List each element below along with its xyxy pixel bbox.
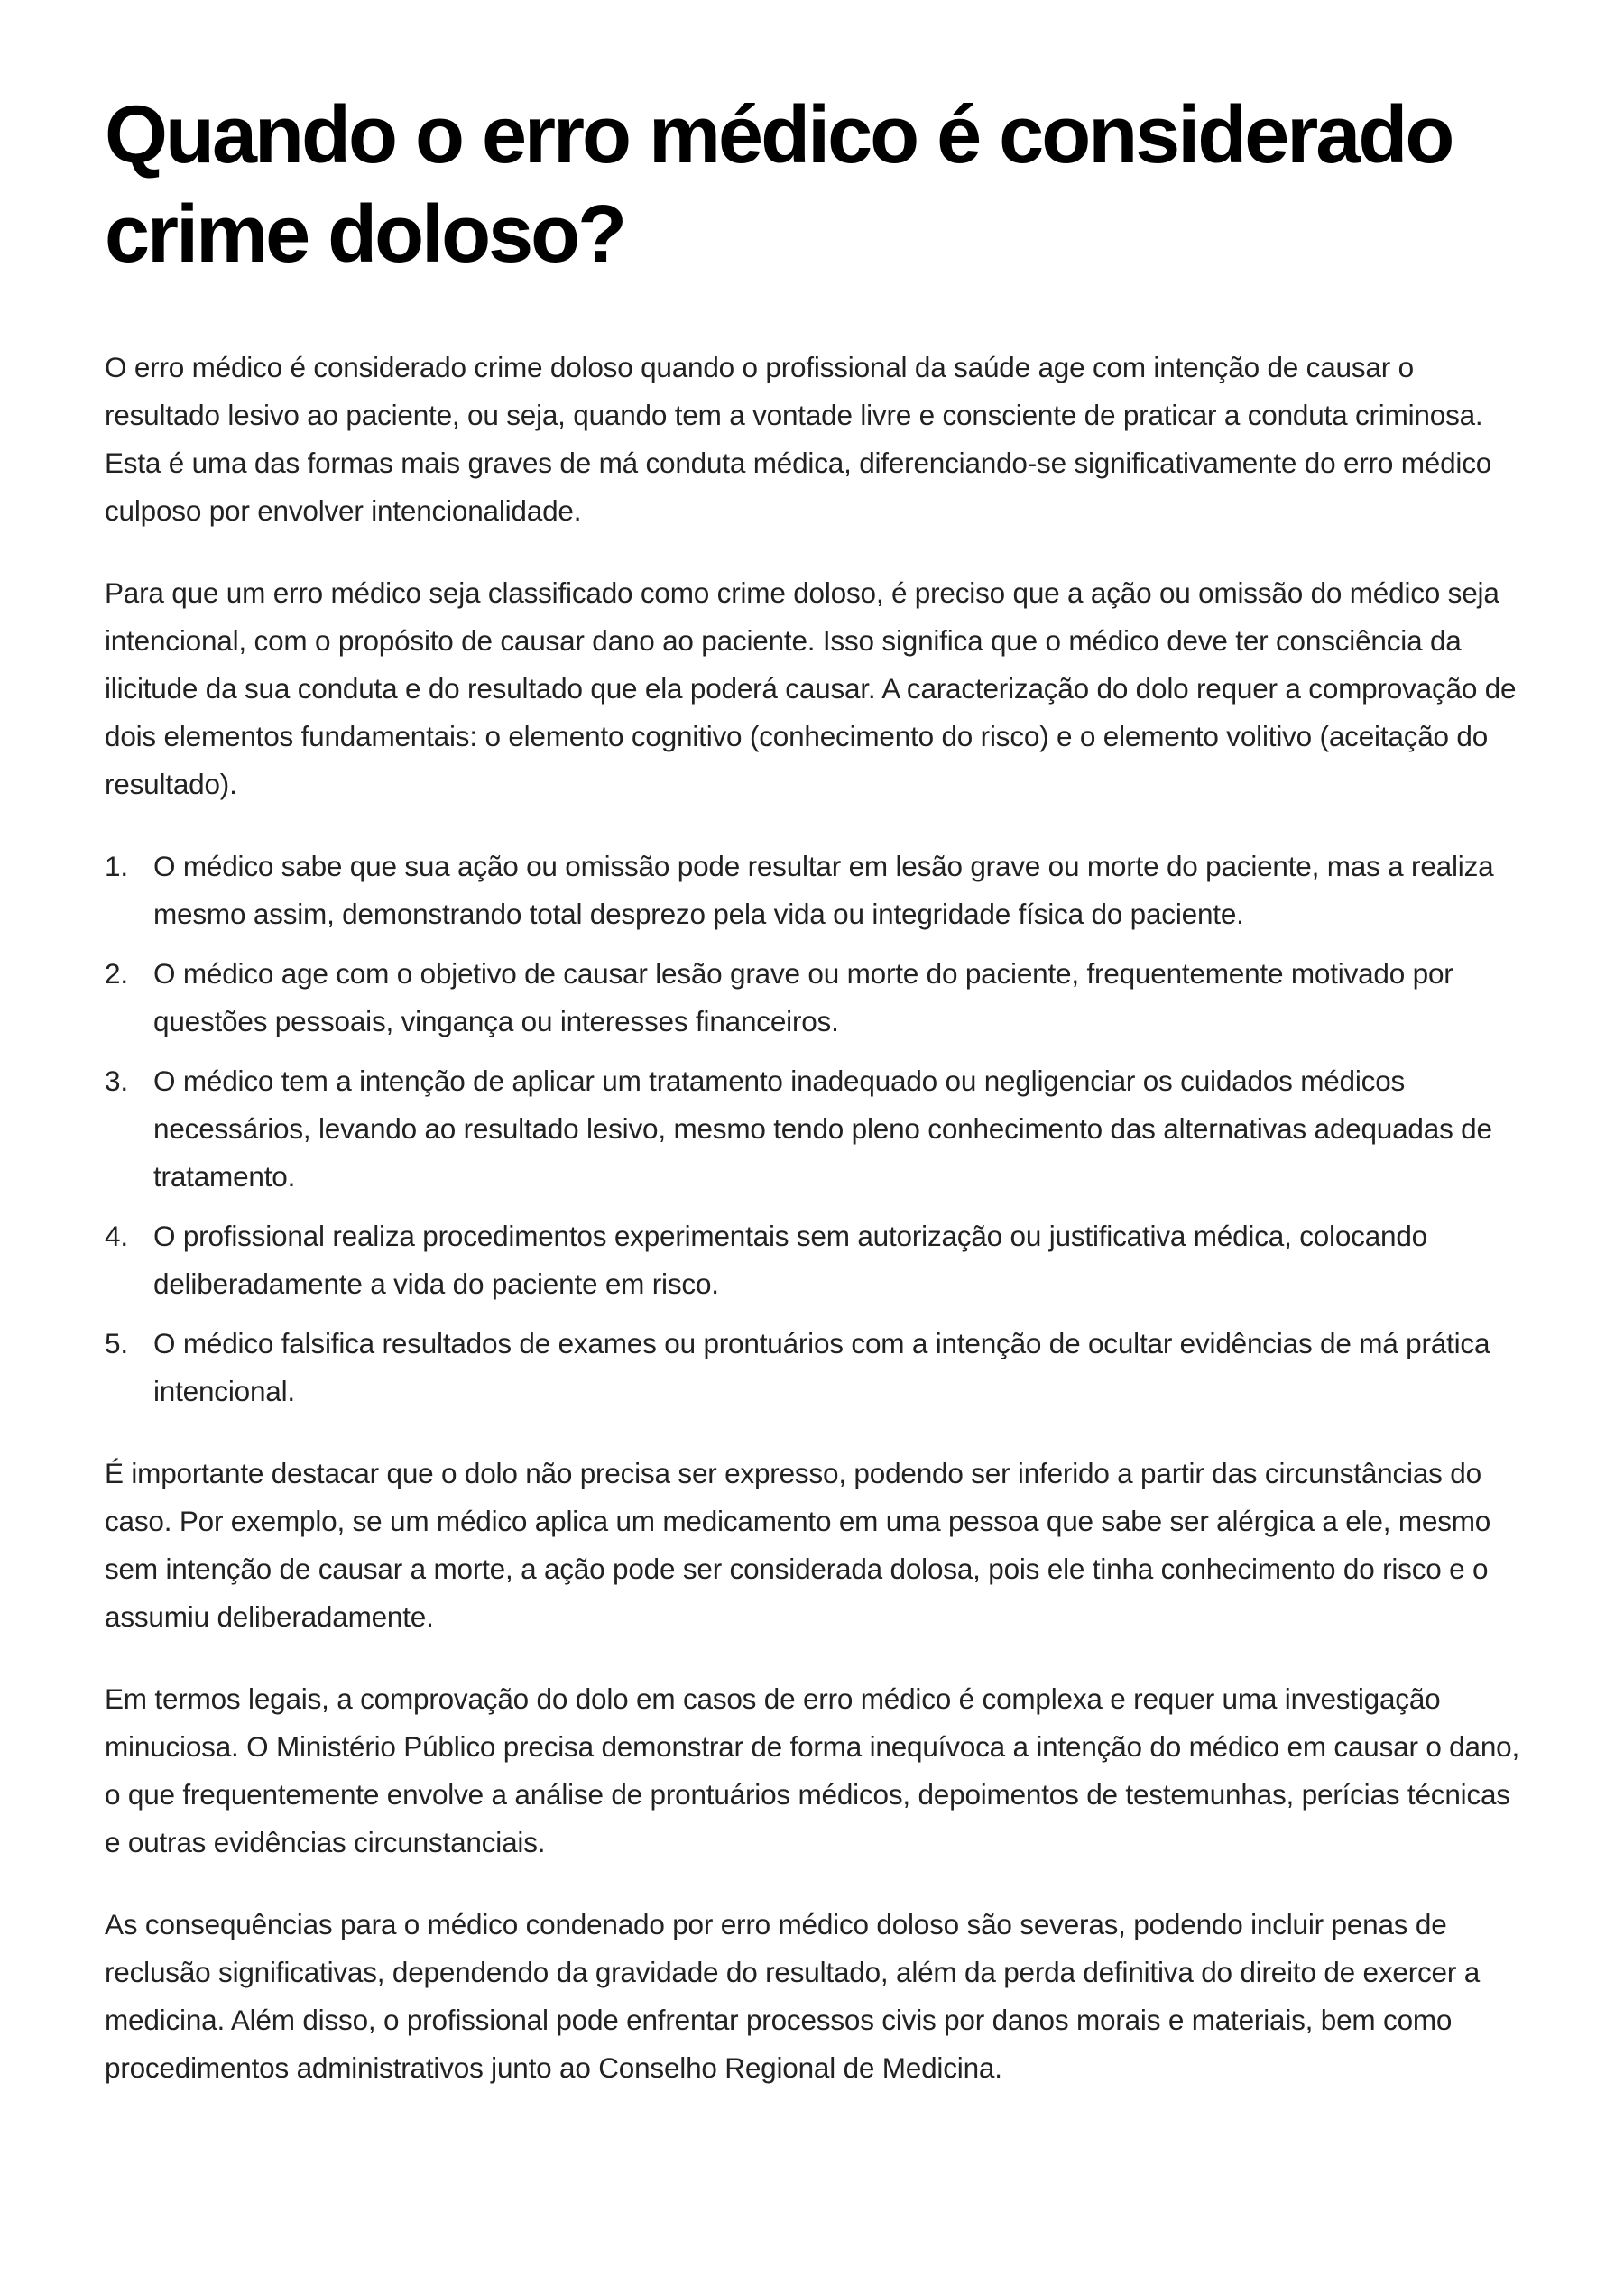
- list-item-number: 4.: [105, 1220, 128, 1252]
- list-item-number: 3.: [105, 1065, 128, 1097]
- list-item-text: O médico falsifica resultados de exames ou prontuários com a intenção de ocultar evidências de má prática intencional.: [153, 1327, 1490, 1407]
- inferred-intent-paragraph: É importante destacar que o dolo não precisa ser expresso, podendo ser inferido a partir das circunstâncias do caso. Por exemplo, se um médico aplica um medicamento em uma pessoa que sabe ser alérgica a ele, mesmo sem intenção de causar a morte, a ação pode ser considerada dolosa, pois ele tinha conhecimento do risco e o assumiu deliberadamente.: [105, 1457, 1491, 1633]
- article-title: Quando o erro médico é considerado crime doloso?: [105, 90, 1453, 280]
- list-item: [105, 950, 1525, 1046]
- legal-proof-paragraph: Em termos legais, a comprovação do dolo em casos de erro médico é complexa e requer uma investigação minuciosa. O Ministério Público precisa demonstrar de forma inequívoca a intenção do médico em causar o dano, o que frequentemente envolve a análise de prontuários médicos, depoimentos de testemunhas, perícias técnicas e outras evidências circunstanciais.: [105, 1682, 1520, 1858]
- classification-paragraph: Para que um erro médico seja classificado como crime doloso, é preciso que a ação ou omissão do médico seja intencional, com o propósito de causar dano ao paciente. Isso significa que o médico deve ter consciência da ilicitude da sua conduta e do resultado que ela poderá causar. A caracterização do dolo requer a comprovação de dois elementos fundamentais: o elemento cognitivo (conhecimento do risco) e o elemento volitivo (aceitação do resultado).: [105, 576, 1517, 800]
- list-item-text: O profissional realiza procedimentos experimentais sem autorização ou justificativa médica, colocando deliberadamente a vida do paciente em risco.: [153, 1220, 1428, 1300]
- list-item: [105, 1212, 1525, 1308]
- list-item: [105, 1320, 1525, 1415]
- consequences-paragraph: As consequências para o médico condenado por erro médico doloso são severas, podendo incluir penas de reclusão significativas, dependendo da gravidade do resultado, além da perda definitiva do direito de exercer a medicina. Além disso, o profissional pode enfrentar processos civis por danos morais e materiais, bem como procedimentos administrativos junto ao Conselho Regional de Medicina.: [105, 1908, 1481, 2084]
- list-item-number: 2.: [105, 957, 128, 990]
- list-item-text: O médico age com o objetivo de causar lesão grave ou morte do paciente, frequentemente motivado por questões pessoais, vingança ou interesses financeiros.: [153, 957, 1453, 1037]
- intro-paragraph: O erro médico é considerado crime doloso quando o profissional da saúde age com intenção de causar o resultado lesivo ao paciente, ou seja, quando tem a vontade livre e consciente de praticar a conduta criminosa. Esta é uma das formas mais graves de má conduta médica, diferenciando-se significativamente do erro médico culposo por envolver intencionalidade.: [105, 351, 1492, 527]
- list-item-text: O médico sabe que sua ação ou omissão pode resultar em lesão grave ou morte do paciente, mas a realiza mesmo assim, demonstrando total desprezo pela vida ou integridade física do paciente.: [153, 850, 1494, 930]
- list-item-number: 1.: [105, 850, 128, 882]
- list-item: [105, 1057, 1525, 1201]
- list-item-number: 5.: [105, 1327, 128, 1359]
- intent-examples-list: [105, 843, 1525, 1415]
- list-item-text: O médico tem a intenção de aplicar um tratamento inadequado ou negligenciar os cuidados médicos necessários, levando ao resultado lesivo, mesmo tendo pleno conhecimento das alternativas adequadas de tratamento.: [153, 1065, 1492, 1193]
- list-item: [105, 843, 1525, 938]
- article-body: [105, 344, 1525, 2092]
